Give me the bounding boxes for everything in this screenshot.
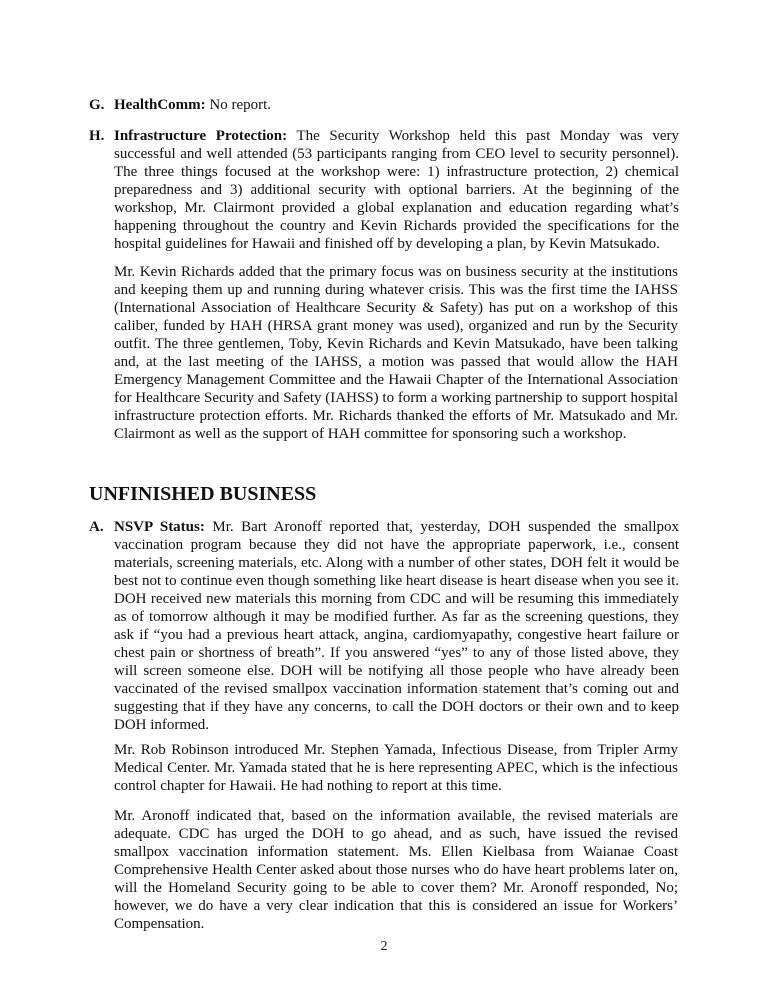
item-h-infrastructure-protection <box>89 127 679 253</box>
item-a-nsvp-status <box>89 518 679 734</box>
item-text: No report. <box>209 97 272 113</box>
paragraph-robinson: Mr. Rob Robinson introduced Mr. Stephen Yamada, Infectious Disease, from Tripler Army Medical Center. Mr. Yamada stated that he is here representing APEC, which is the infectious control chapter for Hawaii. He had nothing to report at this time. <box>114 742 678 794</box>
item-text: Mr. Bart Aronoff reported that, yesterday, DOH suspended the smallpox vaccination program because they did not have the appropriate paperwork, i.e., consent materials, screening materials, etc. Along with a number of other states, DOH felt it would be best not to continue even though something like heart disease is heart disease when you see it. DOH received new materials this morning from CDC and will be resuming this immediately as of tomorrow although it may be modified further. As far as the screening questions, they ask if “you had a previous heart attack, angina, cardiomyapathy, congestive heart failure or chest pain or shortness of breath”. If you answered “yes” to any of those listed above, they will screen someone else. DOH will be notifying all those people who have already been vaccinated of the revised smallpox vaccination information statement that’s coming out and suggesting that if they have any concerns, to call the DOH doctors or their own and to keep DOH informed. <box>114 519 680 733</box>
item-text: The Security Workshop held this past Monday was very successful and well attended (53 participants ranging from CEO level to security personnel). The three things focused at the workshop were: 1) infrastructure protection, 2) chemical preparedness and 3) additional security with optional barriers. At the beginning of the workshop, Mr. Clairmont provided a global explanation and education regarding what’s happening throughout the country and Kevin Richards provided the specifications for the hospital guidelines for Hawaii and finished off by developing a plan, by Kevin Matsukado. <box>114 128 679 252</box>
paragraph-aronoff: Mr. Aronoff indicated that, based on the information available, the revised materials are adequate. CDC has urged the DOH to go ahead, and as such, have issued the revised smallpox vaccination information statement. Ms. Ellen Kielbasa from Waianae Coast Comprehensive Health Center asked about those nurses who do have heart problems later on, will the Homeland Security going to be able to cover them? Mr. Aronoff responded, No; however, we do have a very clear indication that this is considered an issue for Workers’ Compensation. <box>114 808 678 932</box>
section-heading: UNFINISHED BUSINESS <box>89 483 317 505</box>
item-letter: H. <box>89 128 105 144</box>
item-letter: G. <box>89 97 105 113</box>
paragraph-richards: Mr. Kevin Richards added that the primary focus was on business security at the institutions and keeping them up and running during whatever crisis. This was the first time the IAHSS (International Association of Healthcare Security & Safety) has put on a workshop of this caliber, funded by HAH (HRSA grant money was used), organized and run by the Security outfit. The three gentlemen, Toby, Kevin Richards and Kevin Matsukado, have been talking and, at the last meeting of the IAHSS, a motion was passed that would allow the HAH Emergency Management Committee and the Hawaii Chapter of the International Association for Healthcare Security and Safety (IAHSS) to form a working partnership to support hospital infrastructure protection efforts. Mr. Richards thanked the efforts of Mr. Matsukado and Mr. Clairmont as well as the support of HAH committee for sponsoring such a workshop. <box>114 264 678 442</box>
item-title: NSVP Status: <box>114 519 205 535</box>
item-letter: A. <box>89 519 104 535</box>
item-g-healthcomm <box>89 96 679 114</box>
item-title: HealthComm: <box>114 97 206 113</box>
page-number: 2 <box>380 939 388 954</box>
item-title: Infrastructure Protection: <box>114 128 288 144</box>
